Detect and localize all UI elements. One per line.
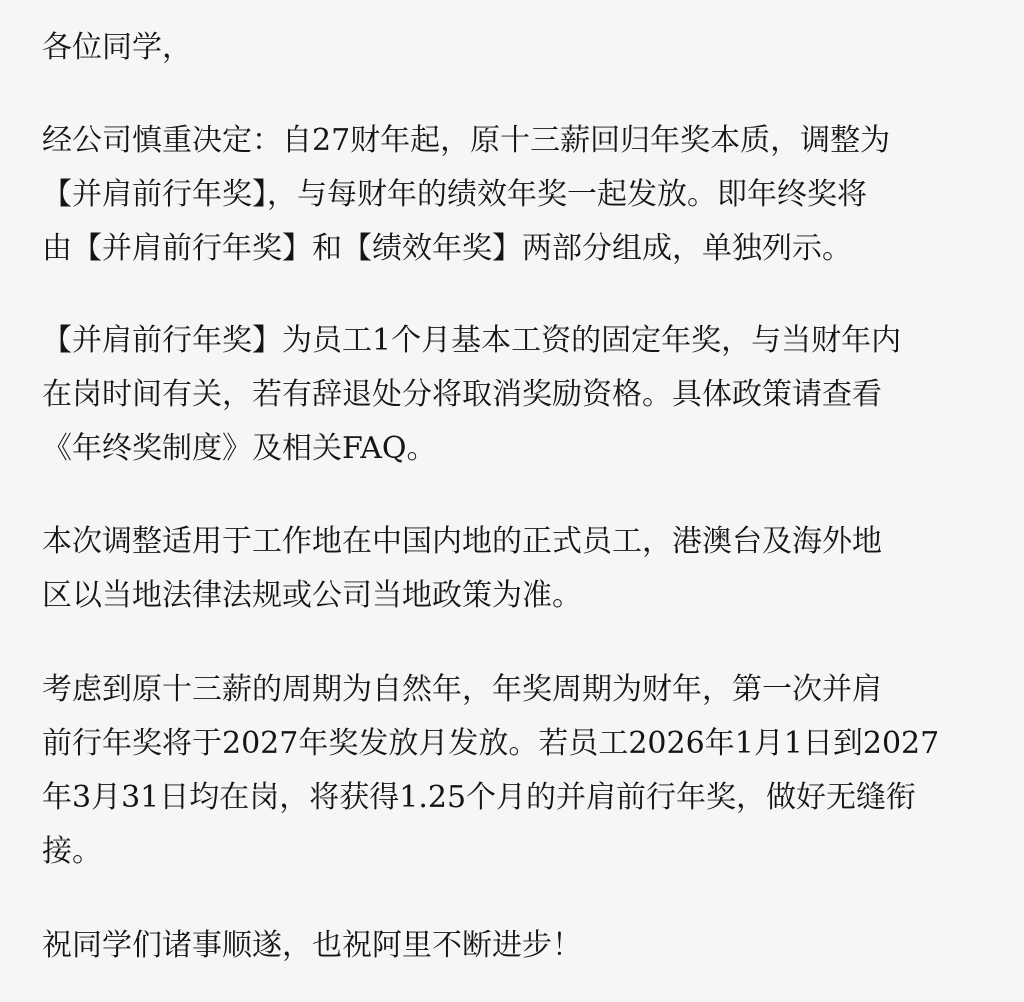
paragraph-line: 《年终奖制度》及相关FAQ。	[42, 431, 437, 466]
paragraph-line: 祝同学们诸事顺遂，也祝阿里不断进步！	[42, 928, 582, 963]
paragraph-bonus-definition	[42, 314, 984, 476]
paragraph-line: 在岗时间有关，若有辞退处分将取消奖励资格。具体政策请查看	[42, 377, 882, 412]
paragraph-line: 区以当地法律法规或公司当地政策为准。	[42, 578, 582, 613]
closing-wishes	[42, 919, 984, 973]
salutation: 各位同学，	[42, 30, 192, 65]
paragraph-line: 【并肩前行年奖】为员工1个月基本工资的固定年奖，与当财年内	[42, 323, 902, 358]
paragraph-line: 年3月31日均在岗，将获得1.25个月的并肩前行年奖，做好无缝衔	[42, 780, 917, 815]
paragraph-transition	[42, 663, 984, 879]
paragraph-scope	[42, 515, 984, 623]
paragraph-line: 经公司慎重决定：自27财年起，原十三薪回归年奖本质，调整为	[42, 123, 891, 158]
paragraph-line: 接。	[42, 834, 102, 869]
paragraph-line: 由【并肩前行年奖】和【绩效年奖】两部分组成，单独列示。	[42, 231, 852, 266]
paragraph-line: 前行年奖将于2027年奖发放月发放。若员工2026年1月1日到2027	[42, 726, 940, 761]
paragraph-policy-change	[42, 114, 984, 276]
paragraph-line: 【并肩前行年奖】，与每财年的绩效年奖一起发放。即年终奖将	[42, 177, 867, 212]
paragraph-line: 考虑到原十三薪的周期为自然年，年奖周期为财年，第一次并肩	[42, 672, 882, 707]
paragraph-line: 本次调整适用于工作地在中国内地的正式员工，港澳台及海外地	[42, 524, 882, 559]
